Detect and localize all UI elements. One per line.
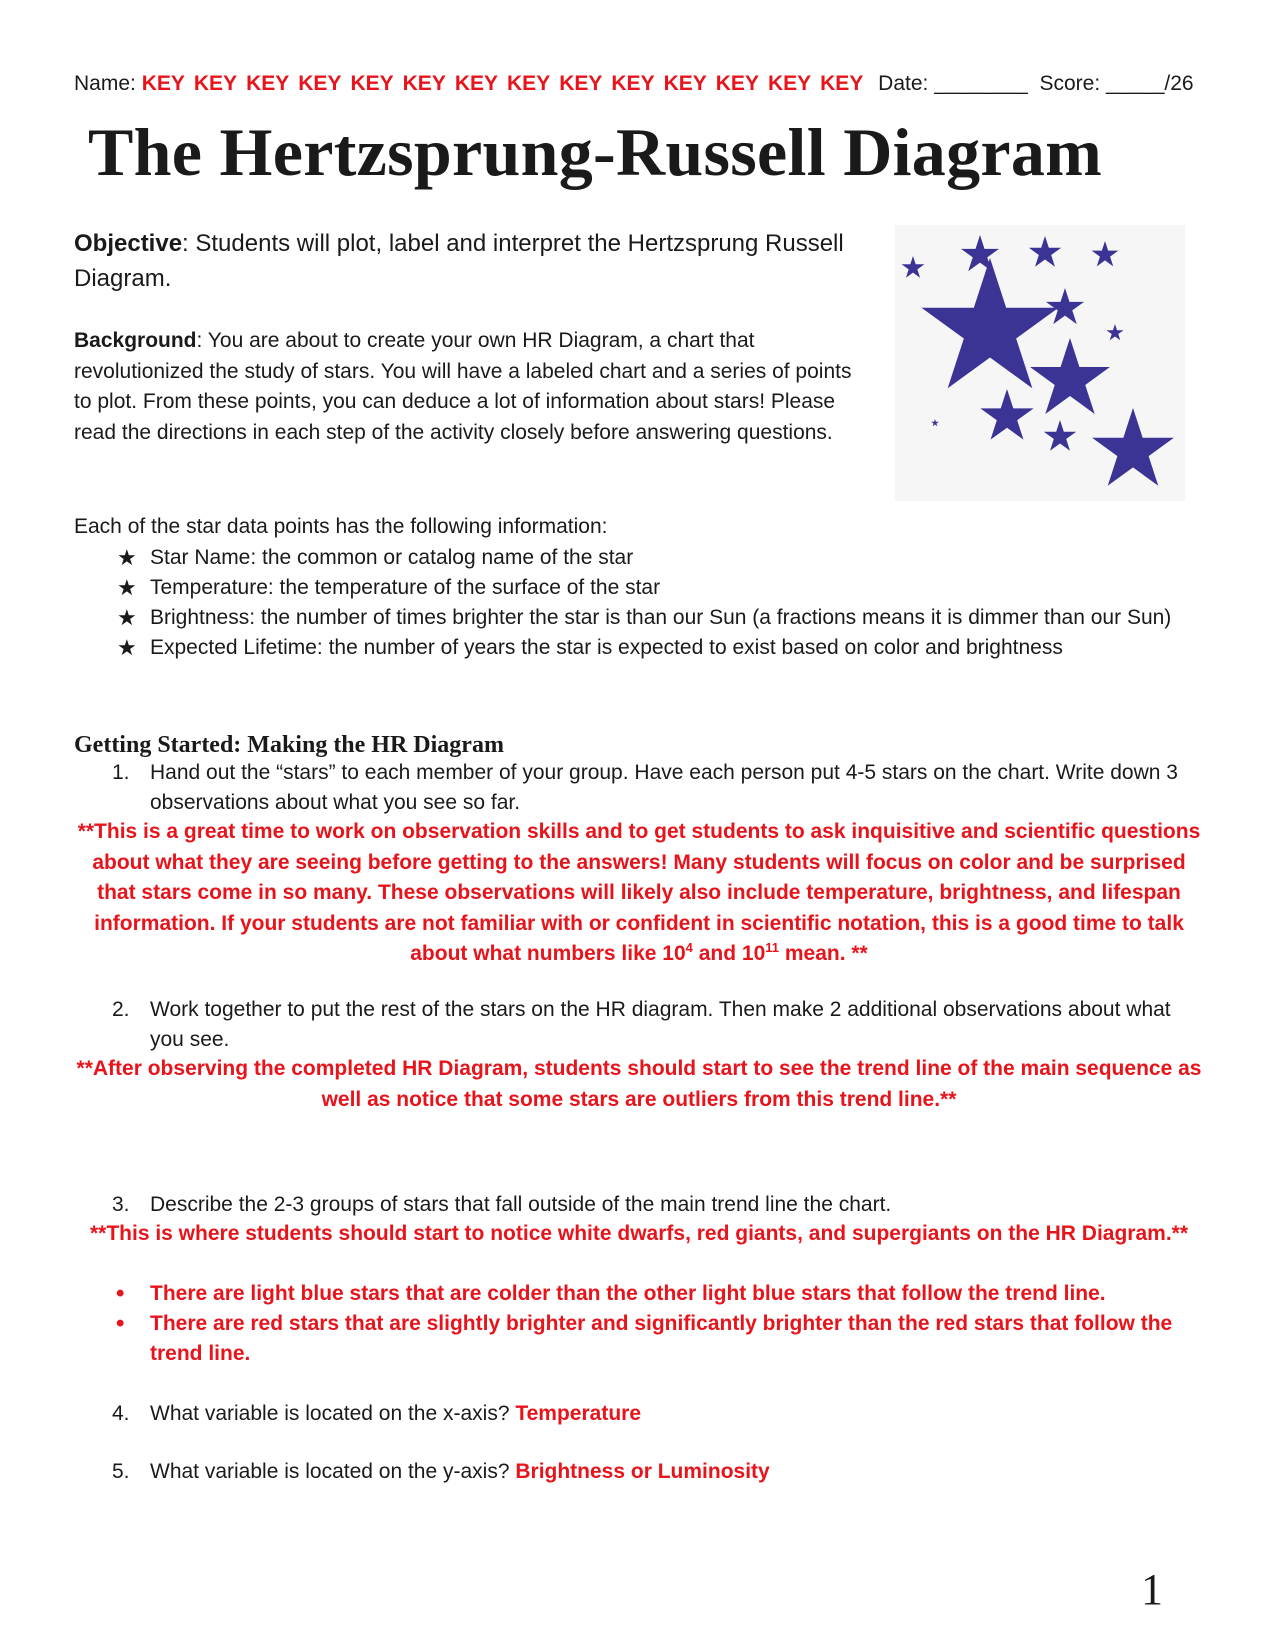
answer-key-mark: KEY [193, 72, 238, 95]
list-item: • There are light blue stars that are colder than the other light blue stars that follow the trend line. [116, 1280, 1106, 1307]
bullet-icon: • [116, 1310, 125, 1337]
answer-key-mark: KEY [663, 72, 707, 95]
page-title: The Hertzsprung-Russell Diagram [88, 114, 1103, 190]
star-icon [931, 419, 939, 426]
list-item: ★ Temperature: the temperature of the surface of the star [74, 573, 1204, 603]
objective-label: Objective [74, 230, 183, 257]
section-heading: Getting Started: Making the HR Diagram [74, 732, 504, 758]
star-icon [1106, 324, 1123, 340]
score-field: Score: _____/26 [1039, 72, 1194, 95]
star-icon [1046, 288, 1084, 324]
answer-text: Brightness or Luminosity [515, 1460, 770, 1483]
star-icon [961, 235, 999, 271]
teacher-note-1: **This is a great time to work on observation skills and to get students to ask inquisitive and scientific questions about what they are seeing before getting to the answers! Many students will focus on color and be surprised that stars come in so many. These observations will likely also include temperature, brightness, and lifespan information. If your students are not familiar with or confident in scientific notation, this is a good time to talk about what numbers like $10^4$ and $10^{11}$ mean. ** [77, 820, 1201, 965]
answer-key-mark: KEY [559, 72, 603, 95]
page-number: 1 [1141, 1565, 1163, 1614]
star-shapes [902, 235, 1174, 486]
answer-key-mark: KEY [715, 72, 759, 95]
answer-key-mark: KEY [454, 72, 499, 95]
list-item: ★ Star Name: the common or catalog name of the star [74, 543, 1204, 573]
star-icon [902, 256, 925, 278]
star-icon [1030, 338, 1110, 414]
question-text: Work together to put the rest of the stars on the HR diagram. Then make 2 additional observations about what you see. [150, 998, 1171, 1051]
datapoints-list [74, 543, 1204, 663]
answer-key-mark: KEY [141, 72, 185, 95]
answer-key-mark: KEY [402, 72, 446, 95]
background-paragraph [74, 326, 864, 448]
answer-key-mark: KEY [298, 72, 342, 95]
header-line [74, 72, 1204, 96]
answer-text: Temperature [515, 1402, 642, 1425]
answer-key-marks [142, 72, 873, 95]
question-text: What variable is located on the x-axis? [150, 1402, 510, 1425]
objective-paragraph [74, 226, 864, 296]
objective-text: : Students will plot, label and interpret the Hertzsprung Russell Diagram. [74, 230, 844, 292]
question-1 [74, 758, 1204, 818]
star-icon [980, 389, 1033, 440]
question-3 [74, 1190, 1204, 1220]
answer-key-mark: KEY [246, 72, 290, 95]
star-icon [1092, 241, 1119, 266]
teacher-note-2: **After observing the completed HR Diagram, students should start to see the trend line of the main sequence as well as notice that some stars are outliers from this trend line.** [76, 1057, 1202, 1111]
name-label: Name: [74, 72, 136, 95]
answer-list [74, 1279, 1204, 1369]
star-bullet-icon: ★ [117, 575, 137, 600]
question-4 [74, 1399, 1204, 1429]
question-number: 3. [112, 1193, 130, 1216]
star-icon [1092, 408, 1174, 486]
answer-key-mark: KEY [350, 72, 394, 95]
stars-icon [895, 225, 1185, 501]
background-label: Background [74, 329, 197, 352]
question-number: 5. [112, 1460, 130, 1483]
stars-illustration [895, 225, 1185, 501]
question-text: What variable is located on the y-axis? [150, 1460, 510, 1483]
star-bullet-icon: ★ [117, 545, 137, 570]
datapoints-intro: Each of the star data points has the following information: [74, 515, 608, 538]
teacher-note-3: **This is where students should start to notice white dwarfs, red giants, and supergiants on the HR Diagram.** [89, 1222, 1189, 1245]
answer-key-mark: KEY [507, 72, 551, 95]
list-item: ★ Expected Lifetime: the number of years the star is expected to exist based on color and brightness [74, 633, 1204, 663]
bullet-icon: • [116, 1280, 125, 1307]
question-number: 2. [112, 998, 130, 1021]
question-text: Describe the 2-3 groups of stars that fall outside of the main trend line the chart. [150, 1193, 892, 1216]
list-item: • There are red stars that are slightly brighter and significantly brighter than the red stars that follow the trend line. [116, 1310, 1173, 1365]
star-bullet-icon: ★ [117, 605, 137, 630]
star-icon [1044, 420, 1076, 451]
star-icon [1029, 236, 1061, 267]
question-number: 1. [112, 761, 130, 784]
answer-key-mark: KEY [820, 72, 864, 95]
answer-key-mark: KEY [611, 72, 655, 95]
background-text: : You are about to create your own HR Diagram, a chart that revolutionized the study of stars. You will have a labeled chart and a series of points to plot. From these points, you can deduce a lot of information about stars! Please read the directions in each step of the activity closely before answering questions. [74, 329, 852, 444]
date-field: Date: ________ [878, 72, 1028, 95]
list-item: ★ Brightness: the number of times brighter the star is than our Sun (a fractions means it is dimmer than our Sun) [74, 603, 1204, 633]
answer-key-mark: KEY [767, 72, 812, 95]
question-text: Hand out the “stars” to each member of your group. Have each person put 4-5 stars on the chart. Write down 3 observations about what you see so far. [150, 761, 1178, 814]
question-2 [74, 995, 1204, 1055]
star-bullet-icon: ★ [117, 635, 137, 660]
question-number: 4. [112, 1402, 130, 1425]
question-5 [74, 1457, 1204, 1487]
